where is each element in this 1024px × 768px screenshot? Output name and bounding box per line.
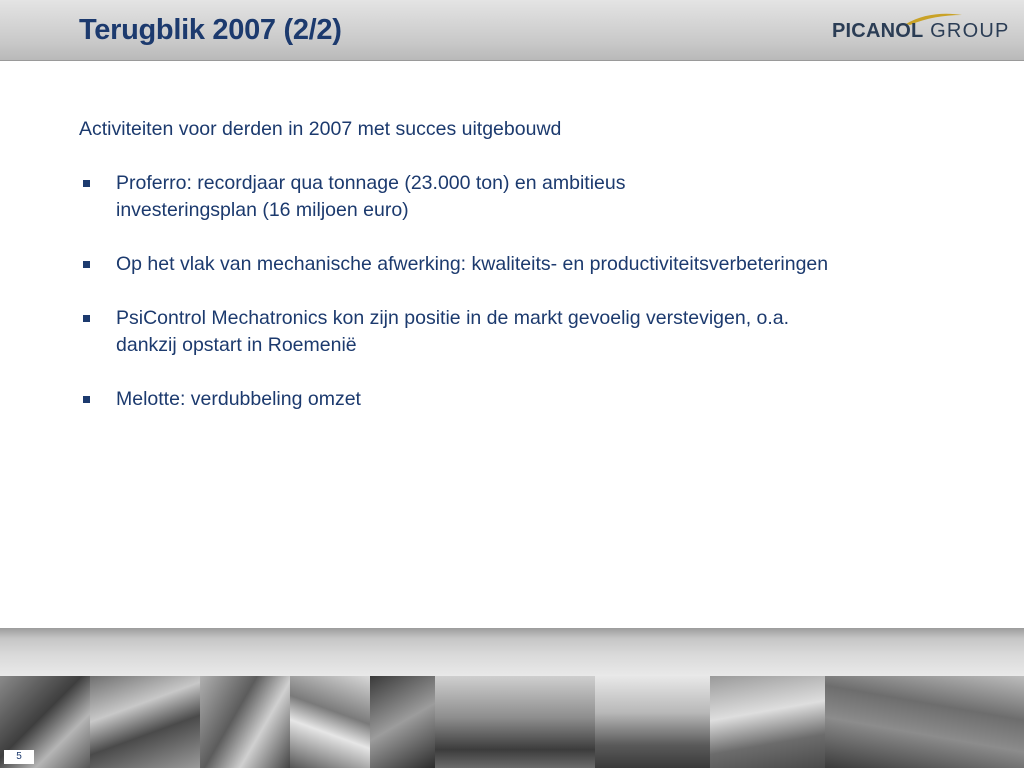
bullet-text-line1: Proferro: recordjaar qua tonnage (23.000 ton) en ambitieus: [116, 172, 626, 194]
industrial-photo-strip: [0, 676, 1024, 768]
photo-tile: [595, 676, 710, 768]
bullet-item: [79, 305, 979, 359]
bullet-text-line1: Op het vlak van mechanische afwerking: kwaliteits- en productiviteitsverbeteringen: [116, 253, 829, 275]
photo-tile: [710, 676, 825, 768]
bullet-item: [79, 251, 979, 278]
photo-tile: [435, 676, 595, 768]
bullet-text-line1: Melotte: verdubbeling omzet: [116, 388, 361, 410]
square-bullet-icon: [83, 315, 90, 322]
photo-tile: [370, 676, 435, 768]
photo-tile: [200, 676, 290, 768]
bullet-text-line2: investeringsplan (16 miljoen euro): [116, 199, 409, 221]
bullet-text-line2: dankzij opstart in Roemenië: [116, 334, 357, 356]
bullet-text-line1: PsiControl Mechatronics kon zijn positie in de markt gevoelig verstevigen, o.a.: [116, 307, 790, 329]
square-bullet-icon: [83, 261, 90, 268]
photo-tile: [90, 676, 200, 768]
photo-tile: [290, 676, 370, 768]
logo-brand: PICANOL: [832, 20, 924, 42]
bullet-list: [79, 170, 979, 413]
page-number: 5: [4, 750, 34, 764]
logo-wordmark: [832, 20, 1010, 43]
bullet-item: [79, 386, 979, 413]
square-bullet-icon: [83, 180, 90, 187]
intro-text: Activiteiten voor derden in 2007 met succes uitgebouwd: [79, 118, 562, 140]
footer-band: [0, 628, 1024, 676]
slide-header: [0, 0, 1024, 61]
logo-group: GROUP: [923, 20, 1010, 42]
slide-title: Terugblik 2007 (2/2): [79, 14, 342, 46]
slide-body: [79, 116, 979, 440]
square-bullet-icon: [83, 396, 90, 403]
picanol-group-logo: [832, 12, 1010, 48]
bullet-item: [79, 170, 979, 224]
photo-tile: [825, 676, 1024, 768]
